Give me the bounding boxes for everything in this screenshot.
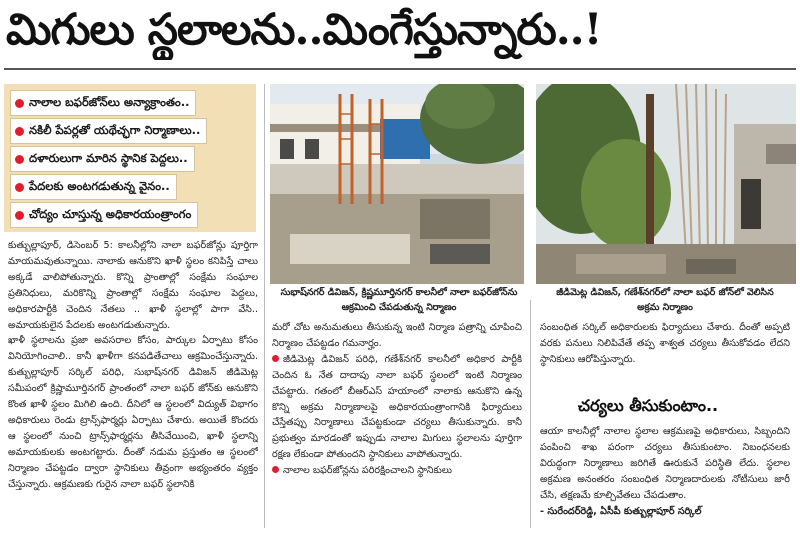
paragraph: మరో చోట అనుమతులు తీసుకున్న ఇంటి నిర్మాణ పత్రాన్ని చూపించి నిర్మాణం చేపట్టడం గమనార్హం. bbox=[272, 322, 522, 349]
red-bullet-dot-icon bbox=[15, 99, 24, 108]
paragraph: సంబంధిత సర్కిల్ అధికారులకు ఫిర్యాదులు చేశారు. దీంతో అప్పటి వరకు పనులు నిలిపివేతే తప్ప శాశ్వత చర్యలు తీసుకోవడం లేదని స్థానికులు ఆరోపిస్తున్నారు. bbox=[540, 322, 790, 365]
headline: మిగులు స్థలాలను..మింగేస్తున్నారు..! bbox=[6, 5, 602, 55]
paragraph: కుత్బుల్లాపూర్, డిసెంబర్ 5: కాలనీల్లోని నాలా బఫర్‌జోన్లు పూర్తిగా మాయమవుతున్నాయి. నాలాకు ఆనుకొని ఖాళీ స్థలం కనిపిస్తే చాలు అక్కడే వాలిపోతున్నారు. కొన్ని ప్రాంతాల్లో సంక్షేమ సంఘాల ప్రతినిధులు, మరికొన్ని ప్రాంతాల్లో సంక్షేమ సంఘాల పెద్దలు, అధికారపార్టీకి చెందిన నేతలు .. ఖాళీ స్థలాల్లో పాగా వేసి.. అమాయకులైన పేదలకు అంటగడుతున్నారు. bbox=[8, 240, 258, 331]
photo-illegal-structure bbox=[536, 84, 796, 284]
article-column-3-top bbox=[540, 320, 790, 392]
photo-caption-2: జీడిమెట్ల డివిజన్, గణేశ్‌నగర్‌లో నాలా బఫర్ జోన్‌లో వెలిసిన అక్రమ నిర్మాణం bbox=[556, 287, 774, 313]
headline-rule bbox=[4, 68, 796, 70]
byline: - సురేందర్‌రెడ్డి, ఏసీపీ కుత్బుల్లాపూర్ సర్కిల్ bbox=[540, 505, 702, 517]
highlight-item: నాలాల బఫర్‌జోన్‌లు అన్యాక్రాంతం.. bbox=[10, 90, 196, 116]
highlight-item: పేదలకు అంటగడుతున్న వైనం.. bbox=[10, 174, 177, 200]
column-divider bbox=[530, 300, 531, 528]
red-bullet-dot-icon bbox=[272, 355, 279, 362]
paragraph: జీడిమెట్ల డివిజన్ పరిధి, గణేశ్‌నగర్ కాలనీలో అధికార పార్టీకి చెందిన ఓ నేత దాదాపు నాలా బఫర్ స్థలంలో ఇంటి నిర్మాణం చేపట్టారు. గతంలో బీఆర్ఎస్ హయాంలో నాలాకు ఆనుకొని ఉన్న కొన్ని అక్రమ నిర్మాణాలపై అధికారయంత్రాంగానికి ఫిర్యాదులు చేస్తేతప్పు నిర్మాణాలు చేపట్టకుండా చర్యలు తీసుకున్నారు. కానీ ప్రభుత్వం మారడంతో ఇప్పుడు నాలాల మిగులు స్థలాలను పూర్తిగా రక్షణ లేకుండా పోతుందని స్థానికులు వాపోతున్నారు. bbox=[272, 353, 522, 461]
red-bullet-dot-icon bbox=[272, 466, 279, 473]
red-bullet-dot-icon bbox=[15, 155, 24, 164]
red-bullet-dot-icon bbox=[15, 183, 24, 192]
red-bullet-dot-icon bbox=[15, 127, 24, 136]
photo-construction-site bbox=[270, 84, 524, 284]
highlight-item: చోద్యం చూస్తున్న అధికారయంత్రాంగం bbox=[10, 202, 198, 228]
paragraph: ఖాళీ స్థలాలను ప్రజా అవసరాల కోసం, పార్కుల ఏర్పాటు కోసం వినియోగించాలి.. కానీ ఖాళీగా కనపడితేచాలు ఆక్రమించేస్తున్నారు. కుత్బుల్లాపూర్ సర్కిల్ పరిధి, సుభాష్‌నగర్ డివిజన్ జీడిమెట్ల సమీపంలో క్రిష్ణామూర్తినగర్ ప్రాంతంలో నాలా బఫర్ జోన్‌కు ఆనుకొని కొంత ఖాళీ స్థలం మిగిలి ఉంది. దీనిలో ఆ స్థలంలో విద్యుత్ విభాగం అధికారులు రెండు ట్రాన్స్‌ఫార్మర్లు ఏర్పాటు చేశారు. అయితే కొందరు ఆ స్థలంలో నుంచి ట్రాన్స్‌ఫార్మర్లను తీసివేయించి, ఖాళీ స్థలాన్ని అమాయకులకు అంటగట్టారు. దీంతో నడుమ ప్రస్తుతం ఆ స్థలంలో నిర్మాణం చేపట్టడం ద్వారా స్థానికులు తీవ్రంగా అభ్యంతరం వ్యక్తం చేస్తున్నారు. ఆక్రమణకు గురైన నాలా బఫర్ స్థలానికి bbox=[8, 335, 258, 490]
article-column-1 bbox=[8, 238, 258, 528]
red-bullet-dot-icon bbox=[15, 211, 24, 220]
paragraph: ఆయా కాలనీల్లో నాలాల స్థలాల ఆక్రమణపై అధికారులు, సిబ్బందిని పంపించి శాఖ పరంగా చర్యలు తీసుకుంటాం. నిబంధనలకు విరుద్ధంగా నిర్మాణాలు జరిగితే ఊరుకునే పరిస్థితి లేదు. స్థలాల అక్రమణ అనంతరం సంబంధిత నిర్మాణదారులకు నోటీసులు జారీ చేసి, తక్షణమే కూల్చివేతలు చేపడుతాం. bbox=[540, 426, 790, 501]
highlights-box bbox=[4, 84, 256, 232]
article-column-2 bbox=[272, 320, 522, 530]
paragraph: నాలాల బఫర్‌జోన్లను పరిరక్షించాలని స్థానికులు bbox=[272, 463, 522, 479]
highlight-item: దళారులుగా మారిన స్థానిక పెద్దలు.. bbox=[10, 146, 195, 172]
article-column-3-bottom bbox=[540, 424, 790, 530]
column-divider bbox=[264, 84, 265, 528]
photo-caption-1: సుభాష్‌నగర్ డివిజన్, క్రిష్ణమూర్తినగర్ కాలనీలో నాలా బఫర్‌జోన్‌ను ఆక్రమించి చేపడుతున్న నిర్మాణం bbox=[280, 287, 518, 313]
subheading: చర్యలు తీసుకుంటాం.. bbox=[577, 395, 719, 415]
highlight-item: నకిలీ పేపర్లతో యథేచ్ఛగా నిర్మాణాలు.. bbox=[10, 118, 207, 144]
